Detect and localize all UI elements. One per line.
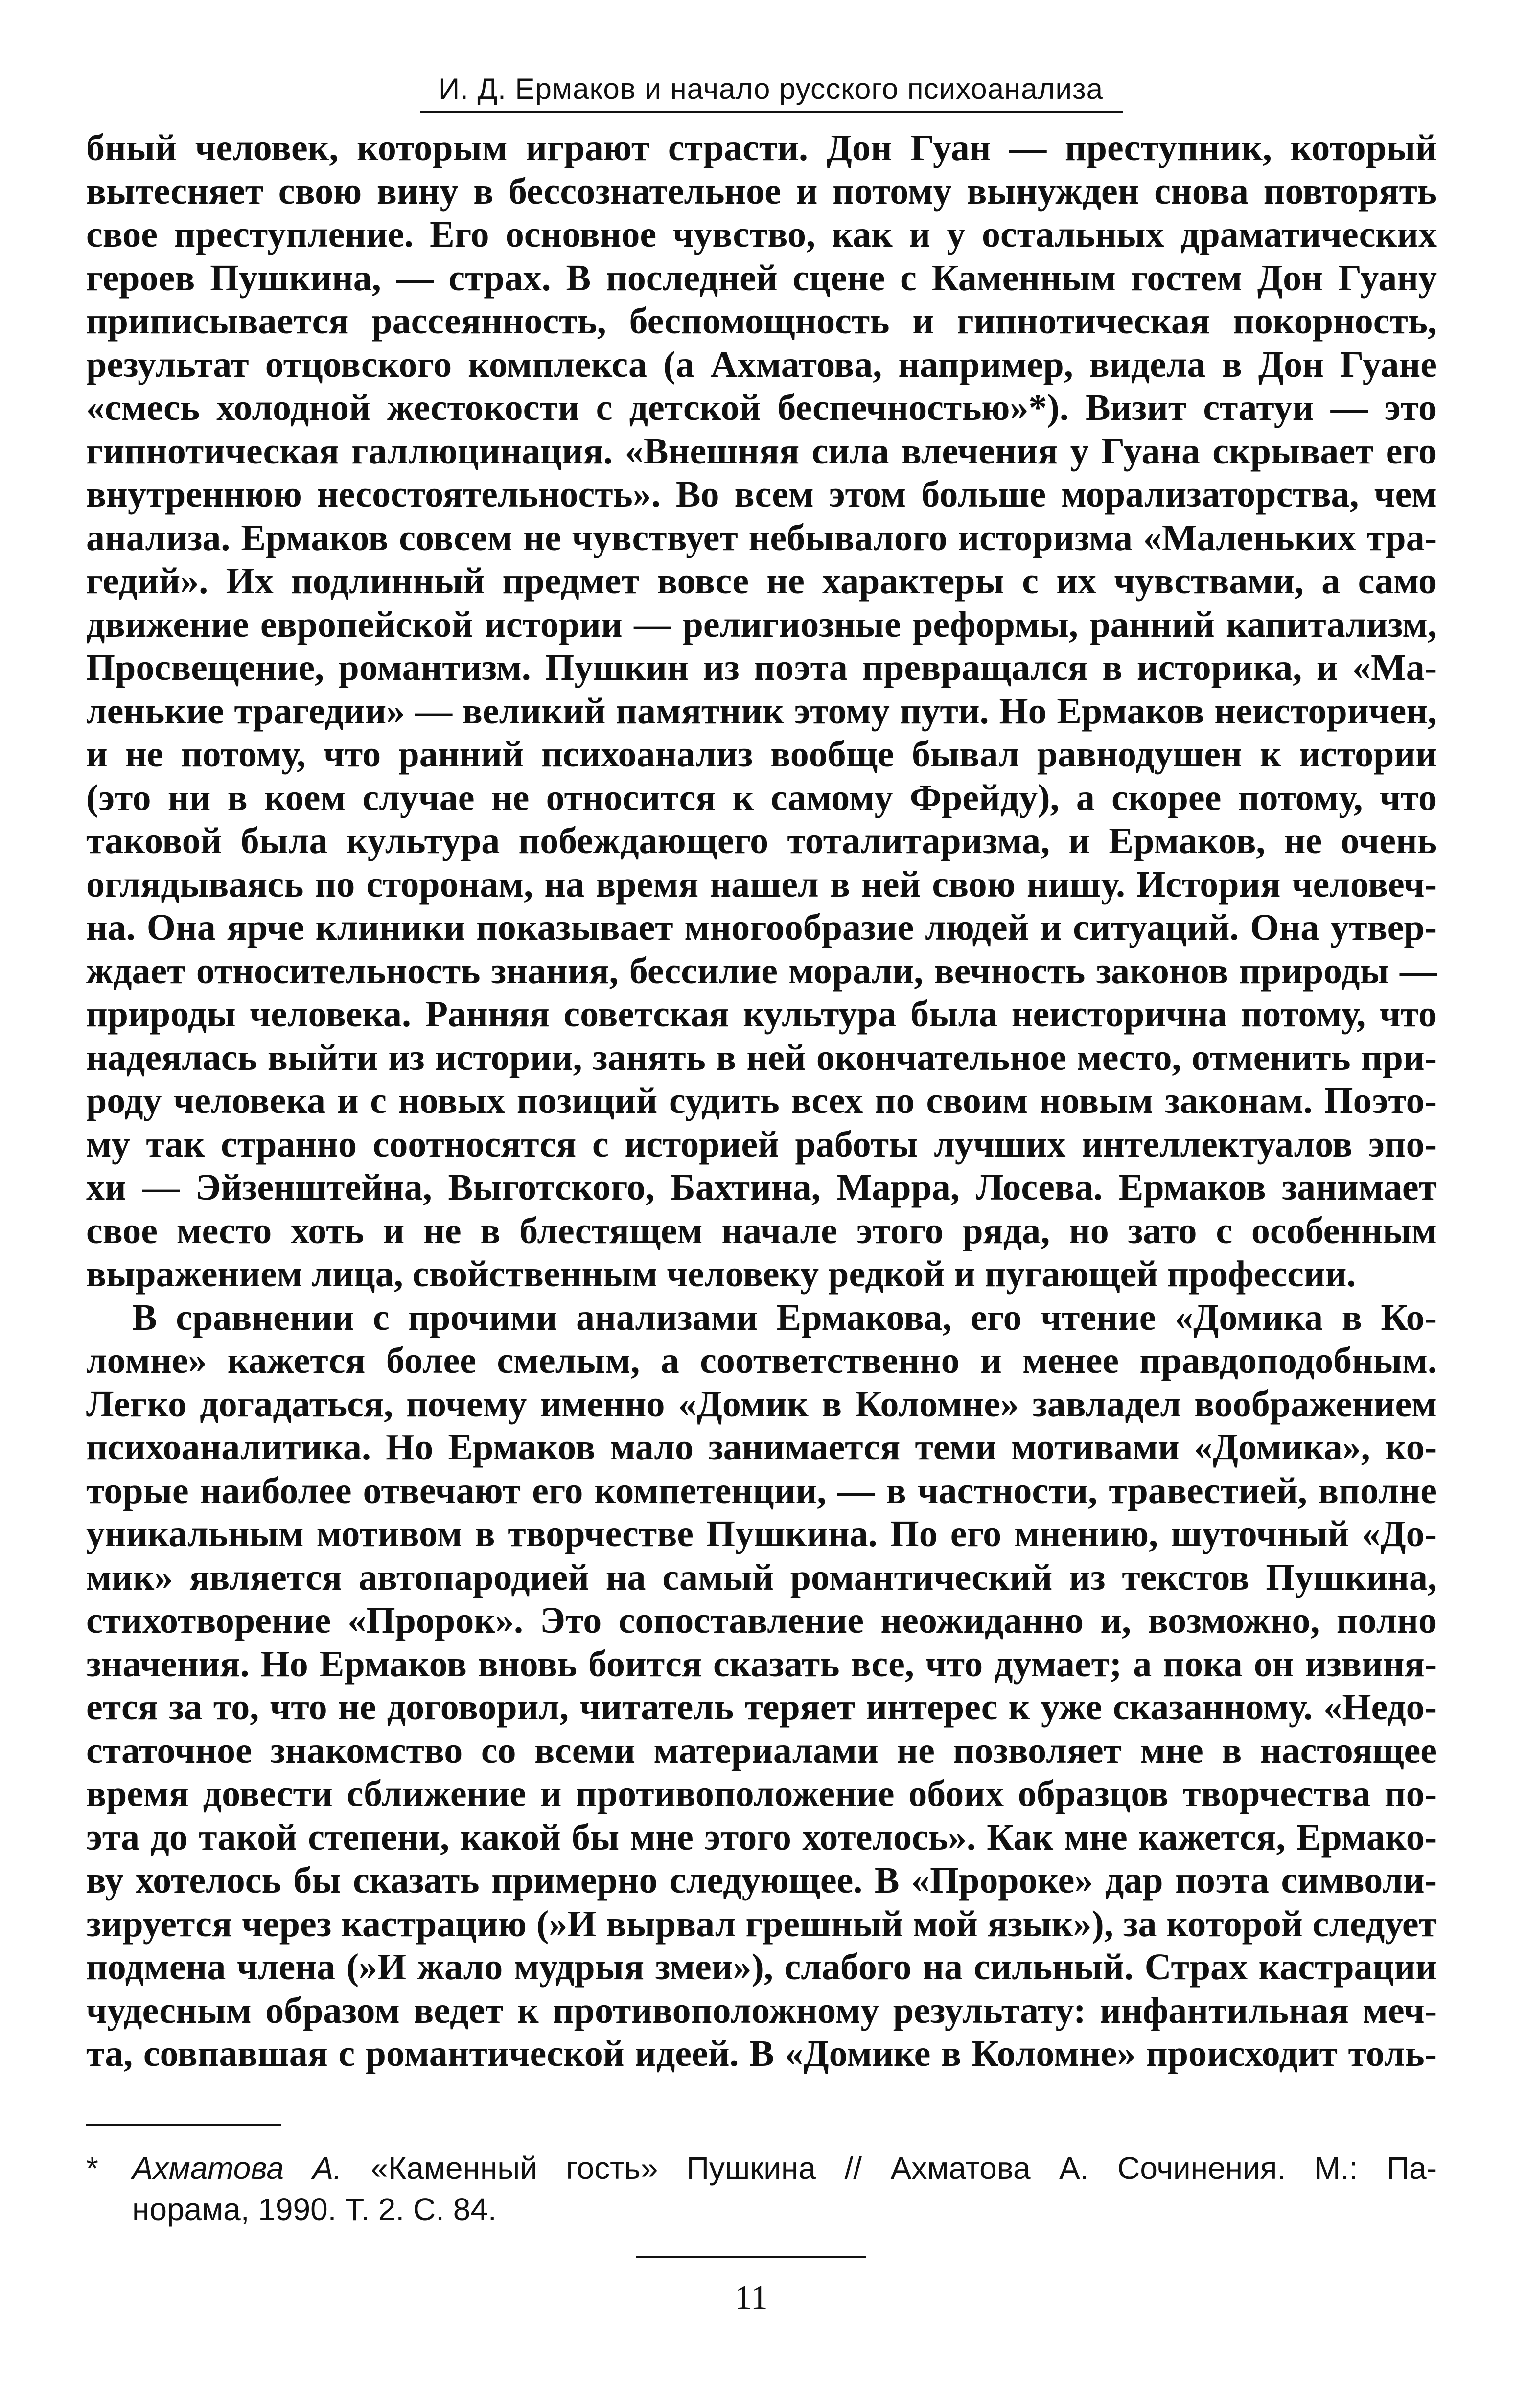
text-line: выражением лица, свойственным человеку редкой и пугающей профессии.	[86, 1253, 1356, 1295]
text-line: хи — Эйзенштейна, Выготского, Бахтина, Марра, Лосева. Ермаков занимает	[86, 1167, 1437, 1208]
footnote-line	[86, 2148, 1437, 2189]
footnote-separator	[86, 2124, 281, 2126]
text-line: вытесняет свою вину в бессознательное и потому вынужден снова повторять	[86, 170, 1437, 212]
text-line: роду человека и с новых позиций судить всех по своим новым законам. Поэто-	[86, 1080, 1437, 1121]
footnote-line: норама, 1990. Т. 2. С. 84.	[132, 2192, 497, 2227]
text-line: надеялась выйти из истории, занять в ней окончательное место, отменить при-	[86, 1037, 1437, 1078]
text-line: анализа. Ермаков совсем не чувствует небывалого историзма «Маленьких тра-	[86, 517, 1437, 558]
text-line: В сравнении с прочими анализами Ермакова, его чтение «Домика в Ко-	[132, 1297, 1437, 1338]
paragraph-2	[86, 1296, 1437, 2076]
text-line: свое место хоть и не в блестящем начале этого ряда, но зато с особенным	[86, 1210, 1437, 1251]
text-line: приписывается рассеянность, беспомощность и гипнотическая покорность,	[86, 301, 1437, 342]
page-number-rule	[636, 2256, 866, 2258]
text-line: значения. Но Ермаков вновь боится сказать все, что думает; а пока он извиня-	[86, 1643, 1437, 1685]
text-line: торые наиболее отвечают его компетенции, — в частности, травестией, вполне	[86, 1470, 1437, 1511]
page-number: 11	[735, 2279, 768, 2316]
text-line: оглядываясь по сторонам, на время нашел в ней свою нишу. История человеч-	[86, 863, 1437, 905]
text-line: гипнотическая галлюцинация. «Внешняя сила влечения у Гуана скрывает его	[86, 430, 1437, 472]
text-line: (это ни в коем случае не относится к самому Фрейду), а скорее потому, что	[86, 777, 1437, 818]
text-line: время довести сближение и противоположение обоих образцов творчества по-	[86, 1773, 1437, 1814]
footnote-citation: «Каменный гость» Пушкина // Ахматова А. Сочинения. М.: Па-	[370, 2151, 1437, 2186]
text-line: Легко догадаться, почему именно «Домик в Коломне» завладел воображением	[86, 1383, 1437, 1425]
text-line: уникальным мотивом в творчестве Пушкина. По его мнению, шуточный «До-	[86, 1513, 1437, 1554]
text-line: психоаналитика. Но Ермаков мало занимается теми мотивами «Домика», ко-	[86, 1427, 1437, 1468]
text-line: та, совпавшая с романтической идеей. В «Домике в Коломне» происходит толь-	[86, 2033, 1437, 2074]
text-line: ждает относительность знания, бессилие морали, вечность законов природы —	[86, 950, 1437, 992]
text-line: ется за то, что не договорил, читатель теряет интерес к уже сказанному. «Недо-	[86, 1687, 1437, 1728]
footnote-marker: *	[86, 2151, 98, 2186]
footnote	[86, 2148, 1437, 2230]
footnote-author: Ахматова А.	[132, 2151, 342, 2186]
text-line: ленькие трагедии» — великий памятник этому пути. Но Ермаков неисторичен,	[86, 690, 1437, 732]
running-head-rule	[420, 111, 1123, 113]
text-line: и не потому, что ранний психоанализ вообще бывал равнодушен к истории	[86, 734, 1437, 775]
text-line: мик» является автопародией на самый романтический из текстов Пушкина,	[86, 1556, 1437, 1598]
text-line: ву хотелось бы сказать примерно следующее. В «Пророке» дар поэта символи-	[86, 1860, 1437, 1901]
text-line: природы человека. Ранняя советская культура была неисторична потому, что	[86, 994, 1437, 1035]
text-line: внутреннюю несостоятельность». Во всем этом больше морализаторства, чем	[86, 474, 1437, 515]
text-line: гедий». Их подлинный предмет вовсе не характеры с их чувствами, а само	[86, 560, 1437, 602]
text-line: движение европейской истории — религиозные реформы, ранний капитализм,	[86, 603, 1437, 645]
text-line: бный человек, которым играют страсти. Дон Гуан — преступник, который	[86, 127, 1437, 168]
text-line: Просвещение, романтизм. Пушкин из поэта превращался в историка, и «Ма-	[86, 647, 1437, 688]
text-line: героев Пушкина, — страх. В последней сцене с Каменным гостем Дон Гуану	[86, 257, 1437, 299]
text-line: му так странно соотносятся с историей работы лучших интеллектуалов эпо-	[86, 1123, 1437, 1165]
text-line: чудесным образом ведет к противоположному результату: инфантильная меч-	[86, 1990, 1437, 2031]
text-line: таковой была культура побеждающего тоталитаризма, и Ермаков, не очень	[86, 820, 1437, 861]
text-line: на. Она ярче клиники показывает многообразие людей и ситуаций. Она утвер-	[86, 907, 1437, 948]
text-line: статочное знакомство со всеми материалами не позволяет мне в настоящее	[86, 1730, 1437, 1771]
text-line: стихотворение «Пророк». Это сопоставление неожиданно и, возможно, полно	[86, 1600, 1437, 1641]
text-line: свое преступление. Его основное чувство, как и у остальных драматических	[86, 214, 1437, 255]
text-line: зируется через кастрацию (»И вырвал грешный мой язык»), за которой следует	[86, 1903, 1437, 1945]
running-head: И. Д. Ермаков и начало русского психоанализа	[439, 72, 1103, 105]
text-line: эта до такой степени, какой бы мне этого хотелось». Как мне кажется, Ермако-	[86, 1816, 1437, 1858]
paragraph-1	[86, 126, 1437, 1296]
main-text	[86, 126, 1437, 2076]
text-line: результат отцовского комплекса (а Ахматова, например, видела в Дон Гуане	[86, 344, 1437, 385]
text-line: ломне» кажется более смелым, а соответственно и менее правдоподобным.	[86, 1340, 1437, 1381]
text-line: подмена члена (»И жало мудрыя змеи»), слабого на сильный. Страх кастрации	[86, 1946, 1437, 1988]
text-line: «смесь холодной жестокости с детской беспечностью»*). Визит статуи — это	[86, 387, 1437, 428]
